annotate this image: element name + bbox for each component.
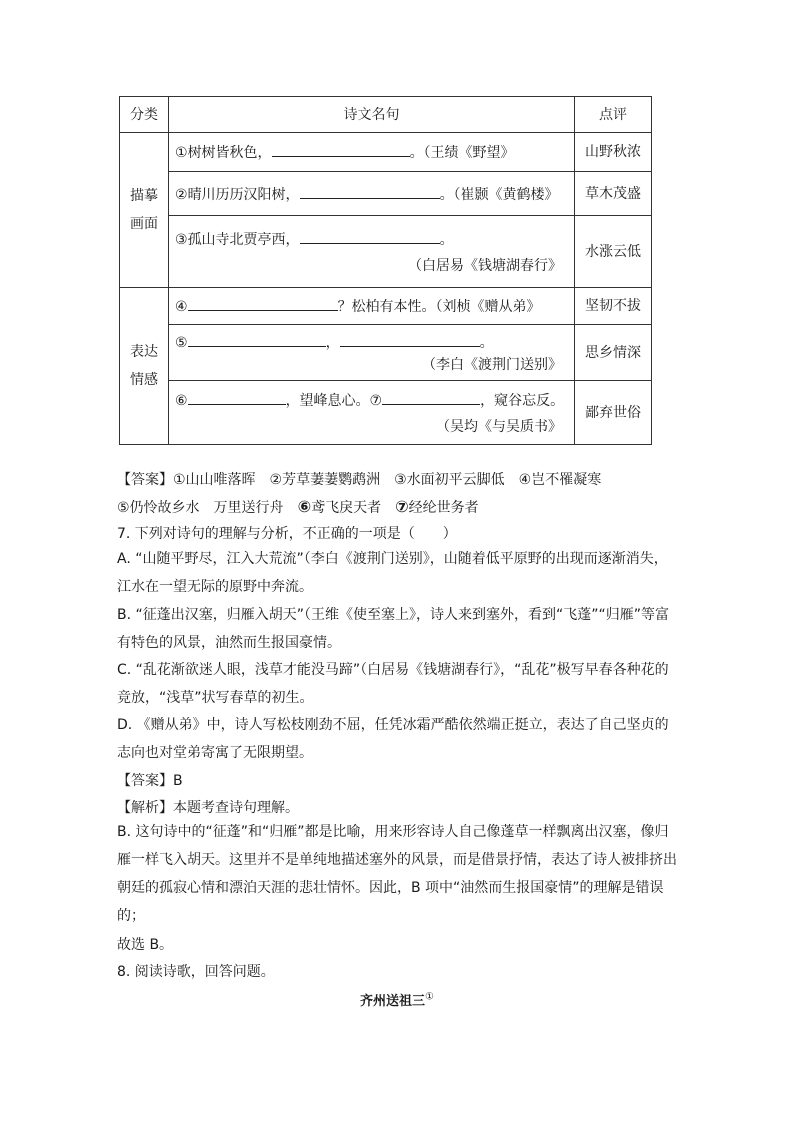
- answer-label: 【答案】: [117, 472, 173, 488]
- item-number: ⑤: [175, 334, 188, 351]
- answer-blank: [188, 295, 338, 311]
- q8-stem: 8. 阅读诗歌，回答问题。: [117, 964, 275, 980]
- q7-answer: [117, 771, 183, 791]
- comment-cell: 山野秋浓: [575, 133, 652, 172]
- answer6-text: 经纶世务者: [408, 500, 479, 516]
- quote-cell: [169, 288, 575, 325]
- header-category: 分类: [120, 97, 169, 133]
- header-text: 诗文名句: [169, 97, 575, 133]
- quote-cell: [169, 381, 575, 445]
- answer-label: 【答案】: [117, 773, 173, 789]
- table-row: [120, 172, 652, 216]
- table-row: [120, 325, 652, 381]
- category-label: 描摹画面: [130, 188, 158, 232]
- poem-footnote-mark: ①: [425, 991, 434, 1003]
- quote-cell: [169, 172, 575, 216]
- table-row: [120, 288, 652, 325]
- answer-blank: [300, 183, 440, 199]
- analysis-label: 【解析】: [117, 800, 173, 816]
- comment-cell: 水涨云低: [575, 216, 652, 288]
- item-number: ③: [175, 231, 188, 248]
- comment-cell: 坚韧不拔: [575, 288, 652, 325]
- answer-blank: [382, 389, 480, 405]
- answer-blank: [188, 331, 326, 347]
- answer6-line2: [117, 497, 479, 518]
- answer-blank: [300, 228, 440, 244]
- quote-mid: ，: [325, 334, 340, 351]
- quote-after: ，窥谷忘反。: [480, 392, 565, 409]
- analysis-intro: 本题考查诗句理解。: [173, 800, 299, 816]
- quote-cell: [169, 133, 575, 172]
- quote-before: 树树皆秋色，: [187, 145, 272, 161]
- q7-option-c: C. “乱花渐欲迷人眼，浅草才能没马蹄”（白居易《钱塘湖春行》，“乱花”极写早春各种花的竞放，“浅草”状写春草的初生。: [117, 662, 669, 706]
- q7-analysis-body: B. 这句诗中的“征蓬”和“归雁”都是比喻，用来形容诗人自己像蓬草一样飘离出汉塞，像归雁一样飞入胡天。这里并不是单纯地描述塞外的风景，而是借景抒情，表达了诗人被排挤出朝廷的孤寂心情和漂泊天涯的悲壮情怀。因此，B 项中“油然而生报国豪情”的理解是错误的；: [117, 824, 677, 924]
- quote-before: 晴川历历汉阳树，: [187, 186, 300, 203]
- comment-cell: 草木茂盛: [575, 172, 652, 216]
- comment-cell: 思乡情深: [575, 325, 652, 381]
- item-number: ②: [175, 186, 188, 203]
- quote-after: ？松柏有本性。（刘桢《赠从弟》: [337, 299, 541, 315]
- category-cell: [120, 133, 169, 288]
- table-row: [120, 381, 652, 445]
- comment-cell: 鄙弃世俗: [575, 381, 652, 445]
- answer-value: B: [173, 773, 183, 789]
- answer6-text: ⑤仍怜故乡水 万里送行舟: [117, 500, 298, 516]
- answer-blank: [340, 331, 480, 347]
- answer6-line1: [117, 470, 601, 490]
- answer-blank: [272, 141, 410, 157]
- answer6-text: 鸢飞戾天者: [311, 500, 396, 516]
- q7-option-d: D. 《赠从弟》中，诗人写松枝刚劲不屈，任凭冰霜严酷依然端正挺立，表达了自己坚贞的志向也对堂弟寄寓了无限期望。: [117, 717, 669, 761]
- quote-mid: ，望峰息心。⑦: [285, 392, 383, 409]
- answer-blank: [188, 389, 286, 405]
- poem-table: [119, 96, 652, 445]
- quote-source: （吴均《与吴质书》: [436, 418, 562, 435]
- table-row: [120, 133, 652, 172]
- quote-before: 孤山寺北贾亭西，: [187, 231, 300, 248]
- table-header-row: [120, 97, 652, 133]
- item-number: ④: [175, 299, 188, 315]
- quote-after: 。（崔颢《黄鹤楼》: [439, 186, 559, 203]
- quote-cell: [169, 325, 575, 381]
- quote-cell: [169, 216, 575, 288]
- table-row: [120, 216, 652, 288]
- quote-after: 。（王绩《野望》: [409, 145, 515, 161]
- poem-title: [0, 990, 794, 1009]
- category-cell: [120, 288, 169, 445]
- item-number: ⑥: [175, 392, 188, 409]
- quote-after: 。: [479, 334, 494, 351]
- quote-after: 。: [439, 231, 454, 248]
- quote-source: （李白《渡荆门送别》: [422, 356, 562, 373]
- circled-number: ⑥: [297, 497, 312, 516]
- poem-title-text: 齐州送祖三: [360, 994, 426, 1009]
- q7-option-a: A. “山随平野尽，江入大荒流”（李白《渡荆门送别》，山随着低平原野的出现而逐渐消失，江水在一望无际的原野中奔流。: [117, 551, 668, 595]
- circled-number: ⑦: [395, 497, 409, 516]
- item-number: ①: [175, 145, 188, 161]
- quote-source: （白居易《钱塘湖春行》: [408, 257, 562, 274]
- q7-stem: 7. 下列对诗句的理解与分析，不正确的一项是（ ）: [117, 526, 457, 542]
- q7-conclusion: 故选 B。: [117, 937, 174, 953]
- q7-option-b: B. “征蓬出汉塞，归雁入胡天”（王维《使至塞上》，诗人来到塞外，看到“飞蓬”“归雁”等富有特色的风景，油然而生报国豪情。: [117, 607, 670, 651]
- category-label: 表达情感: [130, 344, 158, 388]
- header-comment: 点评: [575, 97, 652, 133]
- answer6-text: ①山山唯落晖 ②芳草萋萋鹦鹉洲 ③水面初平云脚低 ④岂不罹凝寒: [173, 472, 602, 488]
- q7-analysis-intro: [117, 798, 299, 818]
